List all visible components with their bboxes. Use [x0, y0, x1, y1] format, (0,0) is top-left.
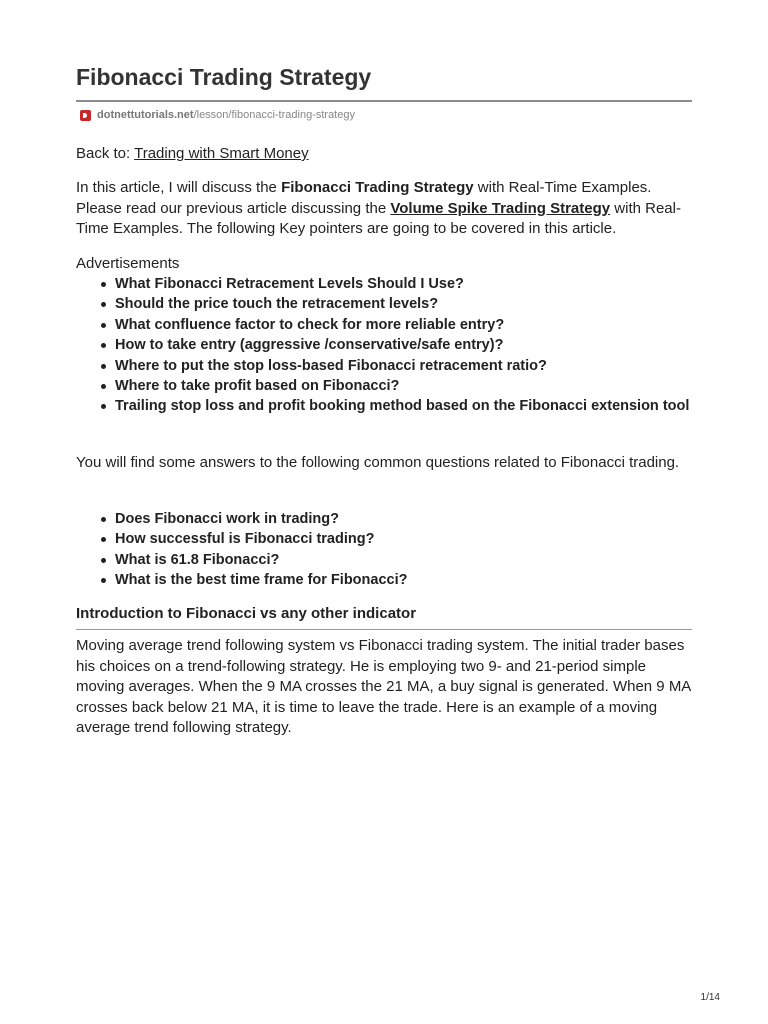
list-item: Does Fibonacci work in trading? [115, 509, 692, 529]
intro-bold-strategy: Fibonacci Trading Strategy [281, 179, 474, 196]
list-item: What is 61.8 Fibonacci? [115, 550, 692, 570]
list-item: How successful is Fibonacci trading? [115, 529, 692, 549]
list-item: What Fibonacci Retracement Levels Should I Use? [115, 274, 692, 294]
previous-article-link[interactable] [390, 200, 610, 217]
list-item: How to take entry (aggressive /conservative/safe entry)? [115, 335, 692, 355]
section-body-paragraph: Moving average trend following system vs Fibonacci trading system. The initial trader bases his choices on a trend-following strategy. He is employing two 9- and 21-period simple moving averages. When the 9 MA crosses the 21 MA, a buy signal is generated. When 9 MA crosses back below 21 MA, it is time to leave the trade. Here is an example of a moving average trend following strategy. [76, 637, 691, 736]
site-favicon-icon [80, 110, 91, 121]
common-questions-list [76, 509, 692, 591]
list-item: Trailing stop loss and profit booking method based on the Fibonacci extension tool [115, 396, 692, 416]
list-item: What confluence factor to check for more reliable entry? [115, 315, 692, 335]
page-title: Fibonacci Trading Strategy [76, 64, 372, 90]
source-path: /lesson/fibonacci-trading-strategy [193, 109, 355, 121]
section-heading: Introduction to Fibonacci vs any other indicator [76, 605, 417, 622]
title-divider [76, 100, 692, 102]
list-item: Where to put the stop loss-based Fibonacci retracement ratio? [115, 356, 692, 376]
back-to-prefix: Back to: [76, 145, 135, 162]
intro-paragraph [76, 178, 692, 240]
page-number: 1/14 [700, 992, 720, 1003]
source-domain: dotnettutorials.net [97, 109, 194, 121]
source-url[interactable] [80, 107, 355, 123]
intro-text-3: with Real-Time Examples. The following Key pointers are going to be covered in this article. [76, 199, 681, 237]
key-pointers-list [76, 274, 692, 417]
advertisements-label: Advertisements [76, 255, 180, 272]
previous-article-link-label: Volume Spike Trading Strategy [390, 199, 611, 217]
list-item: Should the price touch the retracement levels? [115, 294, 692, 314]
intro-text-2: with Real-Time Examples. Please read our previous article discussing the [76, 179, 652, 217]
back-to-line [76, 144, 309, 164]
questions-intro-paragraph: You will find some answers to the following common questions related to Fibonacci trading. [76, 454, 680, 471]
back-to-link[interactable]: Trading with Smart Money [134, 145, 309, 162]
list-item: What is the best time frame for Fibonacci? [115, 570, 692, 590]
intro-text-1: In this article, I will discuss the [76, 179, 282, 196]
list-item: Where to take profit based on Fibonacci? [115, 376, 692, 396]
section-divider [76, 629, 692, 630]
